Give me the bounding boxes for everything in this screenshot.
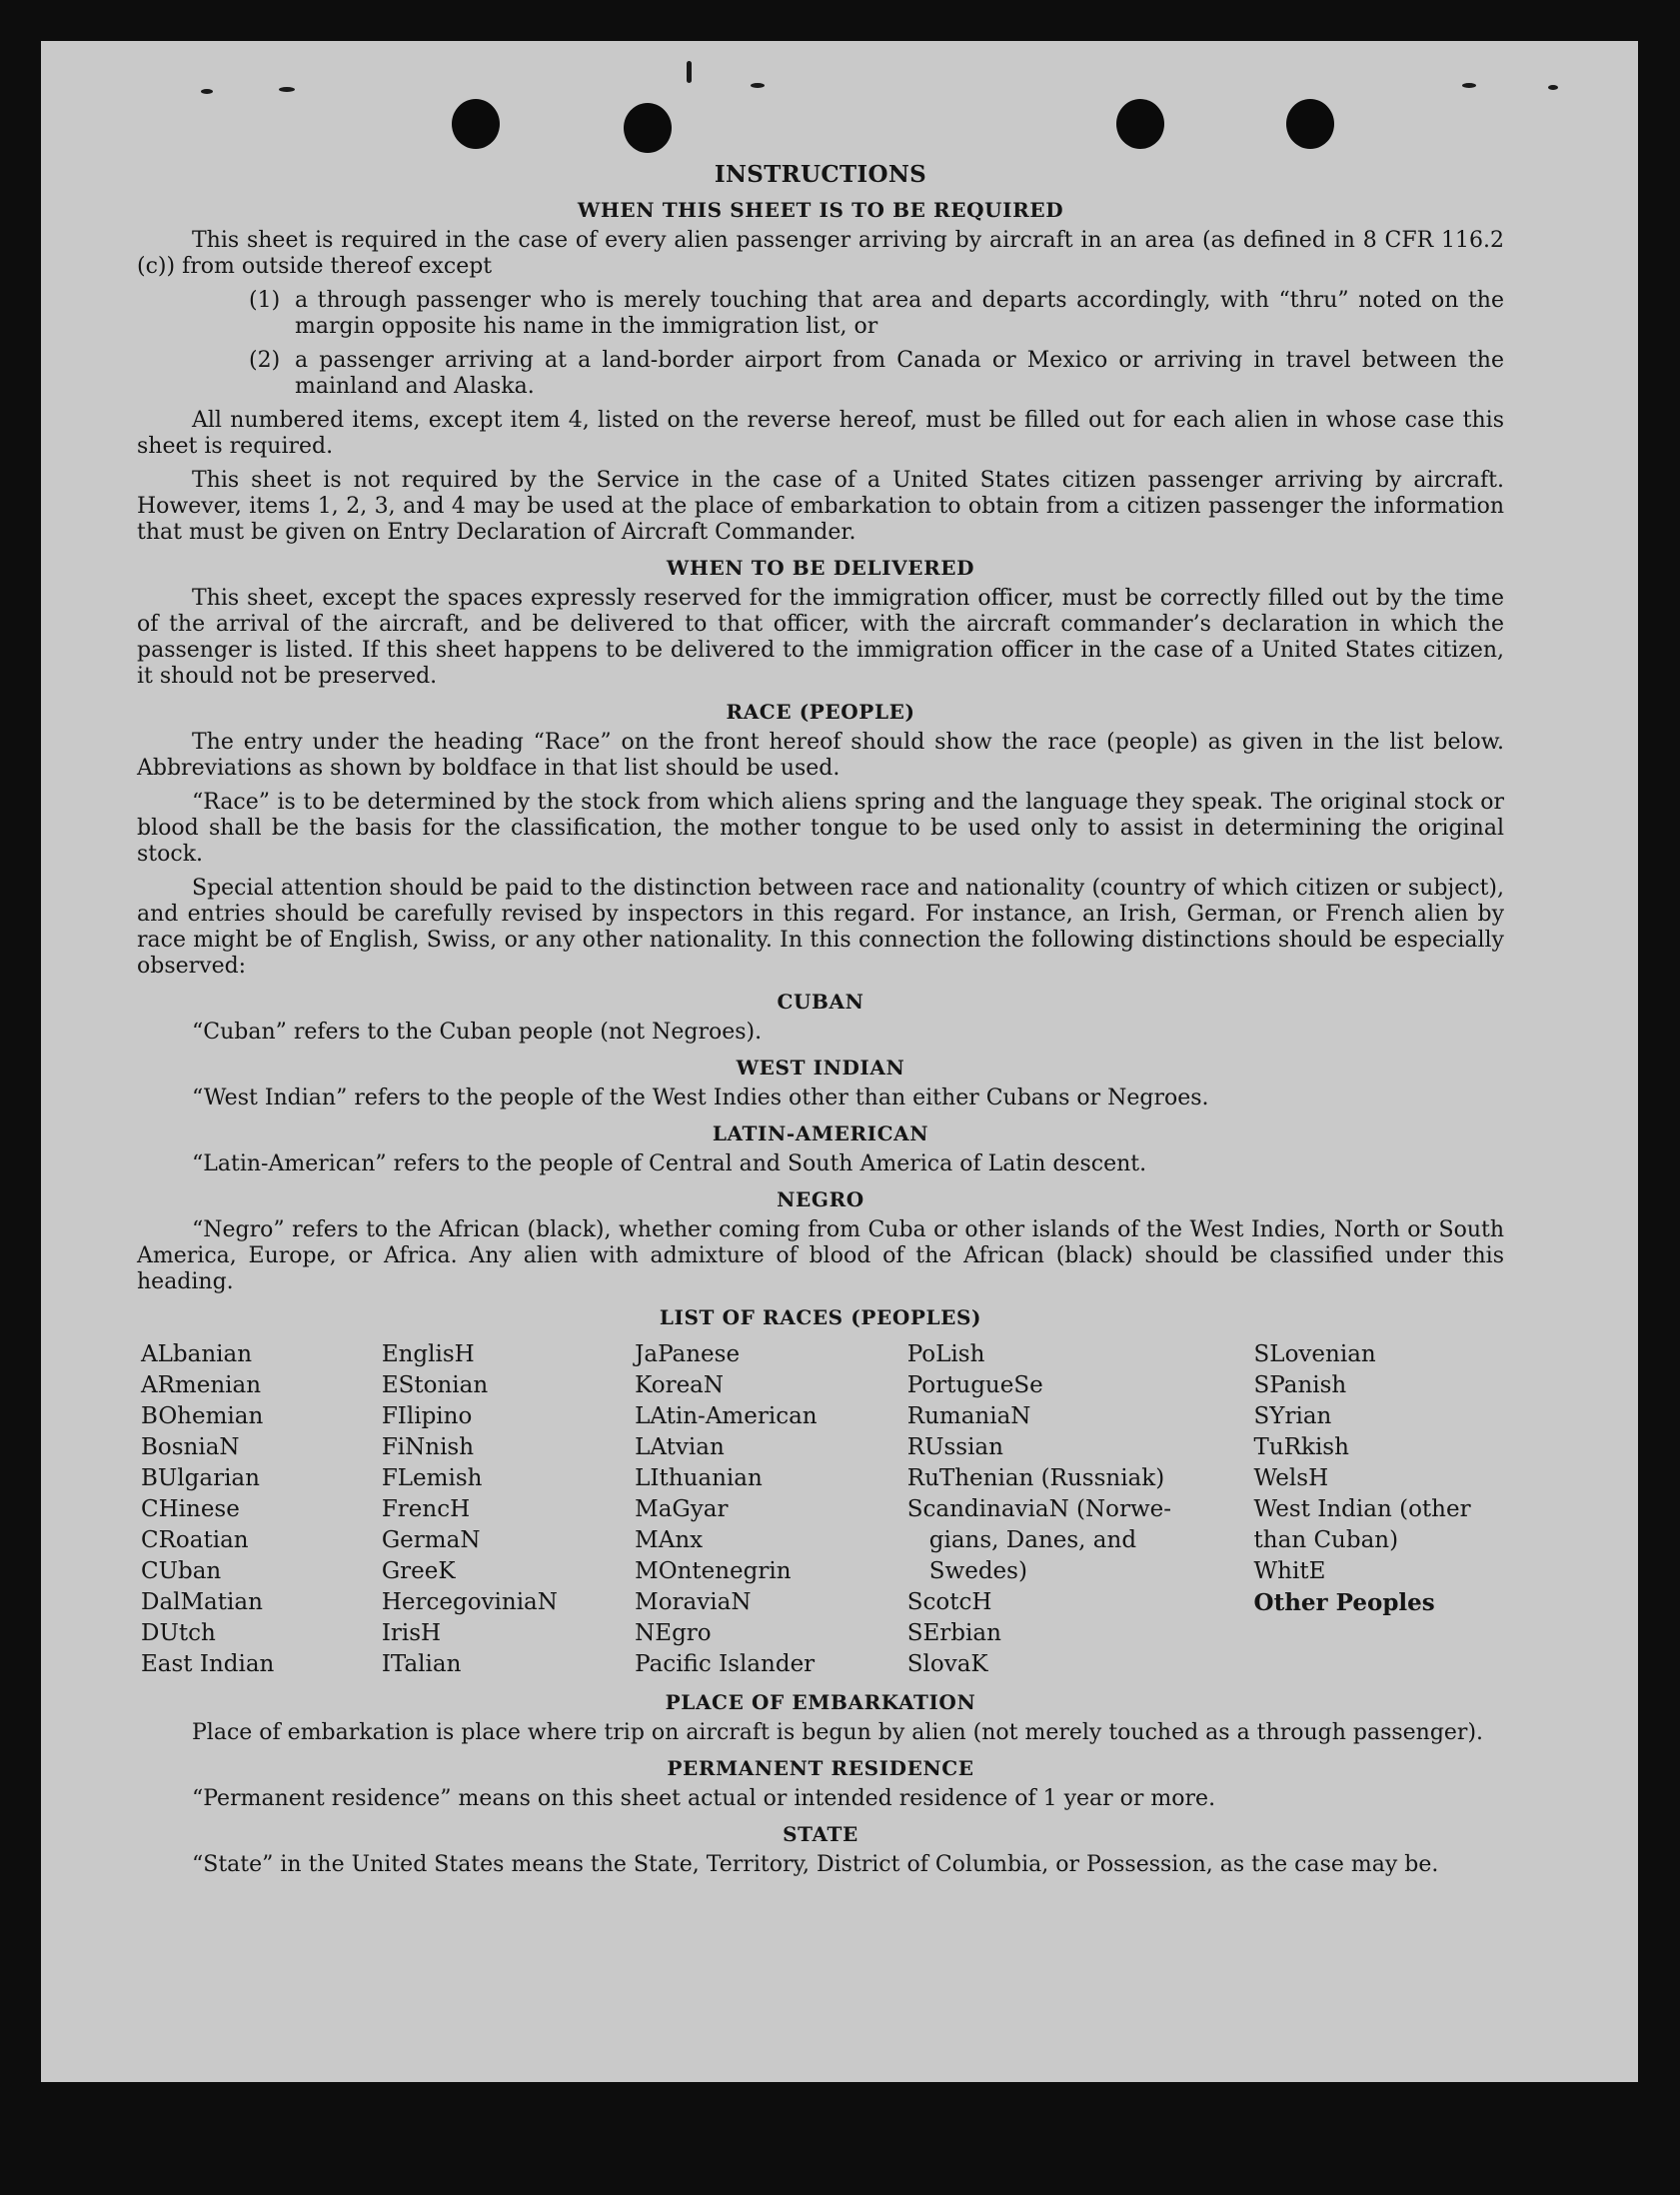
race-entry: MoraviaN xyxy=(635,1589,752,1615)
paragraph-race-entry: The entry under the heading “Race” on the front hereof should show the race (people) as given in the list below. Abbreviations as shown by boldface in that list should be used. xyxy=(137,730,1504,781)
item-number: (1) xyxy=(249,288,281,313)
race-entry: SYrian xyxy=(1253,1403,1332,1429)
race-entry: FrencH xyxy=(381,1496,471,1522)
race-entry: ScandinaviaN (Norwe- xyxy=(906,1496,1172,1522)
race-entry: DalMatian xyxy=(141,1589,263,1615)
exception-item-1 xyxy=(249,288,1504,340)
item-text: a through passenger who is merely touching that area and departs accordingly, with “thru” noted on the margin opposite his name in the immigration list, or xyxy=(295,288,1504,339)
page-title: INSTRUCTIONS xyxy=(714,161,927,188)
heading-negro: NEGRO xyxy=(777,1187,864,1211)
race-entry: IrisH xyxy=(381,1620,442,1646)
race-entry: NEgro xyxy=(635,1620,712,1646)
document-sheet xyxy=(41,41,1638,2082)
race-entry: ALbanian xyxy=(141,1341,253,1367)
race-entry: SErbian xyxy=(906,1620,1001,1646)
race-entry: West Indian (other xyxy=(1253,1496,1471,1522)
race-entry-continued: Swedes) xyxy=(928,1558,1027,1584)
heading-race: RACE (PEOPLE) xyxy=(726,700,915,724)
race-entry: DUtch xyxy=(141,1620,216,1646)
race-column xyxy=(635,1339,907,1680)
race-entry: WhitE xyxy=(1253,1558,1326,1584)
race-entry: LAtvian xyxy=(635,1434,725,1460)
paragraph-permanent-residence: “Permanent residence” means on this sheet actual or intended residence of 1 year or more. xyxy=(192,1786,1216,1811)
race-entry: FIlipino xyxy=(381,1403,473,1429)
heading-state: STATE xyxy=(783,1822,858,1846)
item-number: (2) xyxy=(249,348,281,373)
paragraph-latin-american: “Latin-American” refers to the people of Central and South America of Latin descent. xyxy=(192,1151,1147,1176)
race-entry: BOhemian xyxy=(141,1403,264,1429)
race-column xyxy=(382,1339,635,1680)
heading-west-indian: WEST INDIAN xyxy=(736,1056,905,1080)
heading-when-required: WHEN THIS SHEET IS TO BE REQUIRED xyxy=(577,198,1064,222)
speck-mark xyxy=(1462,83,1476,88)
exception-item-2 xyxy=(249,348,1504,400)
race-entry: EnglisH xyxy=(381,1341,475,1367)
speck-mark xyxy=(751,83,765,88)
race-entry: FiNnish xyxy=(381,1434,475,1460)
heading-permanent-residence: PERMANENT RESIDENCE xyxy=(667,1756,974,1780)
race-entry: KoreaN xyxy=(635,1372,725,1398)
race-column xyxy=(141,1339,382,1680)
punch-hole xyxy=(452,99,500,149)
race-entry: RUssian xyxy=(906,1434,1003,1460)
paragraph-delivery: This sheet, except the spaces expressly reserved for the immigration officer, must be correctly filled out by the time of the arrival of the aircraft, and be delivered to that officer, with the aircraft commander’s declaration in which the passenger is listed. If this sheet happens to be delivered to the immigration officer in the case of a United States citizen, it should not be preserved. xyxy=(137,586,1504,689)
race-entry: Pacific Islander xyxy=(635,1651,816,1677)
race-entry: CHinese xyxy=(141,1496,240,1522)
race-entry: JaPanese xyxy=(635,1341,741,1367)
heading-when-delivered: WHEN TO BE DELIVERED xyxy=(666,556,975,580)
race-entry: LAtin-American xyxy=(635,1403,818,1429)
punch-hole xyxy=(1286,99,1334,149)
paragraph-race-nationality: Special attention should be paid to the distinction between race and nationality (country of which citizen or subject), and entries should be carefully revised by inspectors in this regard. For instance, an Irish, German, or French alien by race might be of English, Swiss, or any other nationality. In this connection the following distinctions should be especially observed: xyxy=(137,876,1504,979)
race-entry: RuThenian (Russniak) xyxy=(906,1465,1165,1491)
item-text: a passenger arriving at a land-border airport from Canada or Mexico or arriving in travel between the mainland and Alaska. xyxy=(295,348,1504,399)
race-entry: GreeK xyxy=(381,1558,456,1584)
race-list xyxy=(141,1339,1504,1680)
race-entry: SlovaK xyxy=(906,1651,988,1677)
heading-list-of-races: LIST OF RACES (PEOPLES) xyxy=(659,1305,982,1329)
paragraph-state: “State” in the United States means the State, Territory, District of Columbia, or Possession, as the case may be. xyxy=(192,1852,1439,1877)
speck-mark xyxy=(687,61,692,83)
race-entry: Other Peoples xyxy=(1253,1589,1435,1616)
race-entry: PoLish xyxy=(906,1341,985,1367)
speck-mark xyxy=(201,89,213,94)
race-entry: SLovenian xyxy=(1253,1341,1376,1367)
heading-cuban: CUBAN xyxy=(777,990,864,1014)
race-entry: SPanish xyxy=(1253,1372,1347,1398)
race-entry-continued: gians, Danes, and xyxy=(928,1527,1137,1553)
speck-mark xyxy=(279,87,295,92)
speck-mark xyxy=(1548,85,1558,90)
paragraph-negro: “Negro” refers to the African (black), whether coming from Cuba or other islands of the West Indies, North or South America, Europe, or Africa. Any alien with admixture of blood of the African (black) should be classified under this heading. xyxy=(137,1217,1504,1294)
heading-embarkation: PLACE OF EMBARKATION xyxy=(665,1690,976,1714)
race-entry: PortugueSe xyxy=(906,1372,1043,1398)
race-entry: FLemish xyxy=(381,1465,483,1491)
race-column xyxy=(1254,1339,1504,1680)
race-entry: ScotcH xyxy=(906,1589,992,1615)
paragraph-required-intro: This sheet is required in the case of every alien passenger arriving by aircraft in an area (as defined in 8 CFR 116.2 (c)) from outside thereof except xyxy=(137,228,1504,279)
race-entry: ITalian xyxy=(381,1651,462,1677)
race-entry: MaGyar xyxy=(635,1496,729,1522)
paragraph-cuban: “Cuban” refers to the Cuban people (not Negroes). xyxy=(192,1020,763,1045)
paragraph-embarkation: Place of embarkation is place where trip on aircraft is begun by alien (not merely touched as a through passenger). xyxy=(192,1720,1484,1745)
paragraph-numbered-items: All numbered items, except item 4, listed on the reverse hereof, must be filled out for each alien in whose case this sheet is required. xyxy=(137,408,1504,459)
race-column xyxy=(907,1339,1254,1680)
race-entry: WelsH xyxy=(1253,1465,1329,1491)
paragraph-citizen-passenger: This sheet is not required by the Service in the case of a United States citizen passenger arriving by aircraft. However, items 1, 2, 3, and 4 may be used at the place of embarkation to obtain from a citizen passenger the information that must be given on Entry Declaration of Aircraft Commander. xyxy=(137,468,1504,545)
race-entry: TuRkish xyxy=(1253,1434,1349,1460)
race-entry: East Indian xyxy=(141,1651,275,1677)
race-entry: MAnx xyxy=(635,1527,704,1553)
race-entry: EStonian xyxy=(381,1372,489,1398)
race-entry-continued: than Cuban) xyxy=(1253,1527,1399,1553)
race-entry: ARmenian xyxy=(141,1372,262,1398)
race-entry: HercegoviniaN xyxy=(381,1589,558,1615)
race-entry: MOntenegrin xyxy=(635,1558,792,1584)
race-entry: CRoatian xyxy=(141,1527,249,1553)
race-entry: CUban xyxy=(141,1558,222,1584)
race-entry: RumaniaN xyxy=(906,1403,1031,1429)
race-entry: BUlgarian xyxy=(141,1465,260,1491)
paragraph-race-stock: “Race” is to be determined by the stock from which aliens spring and the language they speak. The original stock or blood shall be the basis for the classification, the mother tongue to be used only to assist in determining the original stock. xyxy=(137,790,1504,867)
race-entry: GermaN xyxy=(381,1527,481,1553)
punch-hole xyxy=(1116,99,1164,149)
race-entry: BosniaN xyxy=(141,1434,240,1460)
race-entry: LIthuanian xyxy=(635,1465,763,1491)
heading-latin-american: LATIN-AMERICAN xyxy=(712,1121,929,1145)
paragraph-west-indian: “West Indian” refers to the people of the West Indies other than either Cubans or Negroes. xyxy=(192,1086,1209,1110)
punch-hole xyxy=(624,103,672,153)
